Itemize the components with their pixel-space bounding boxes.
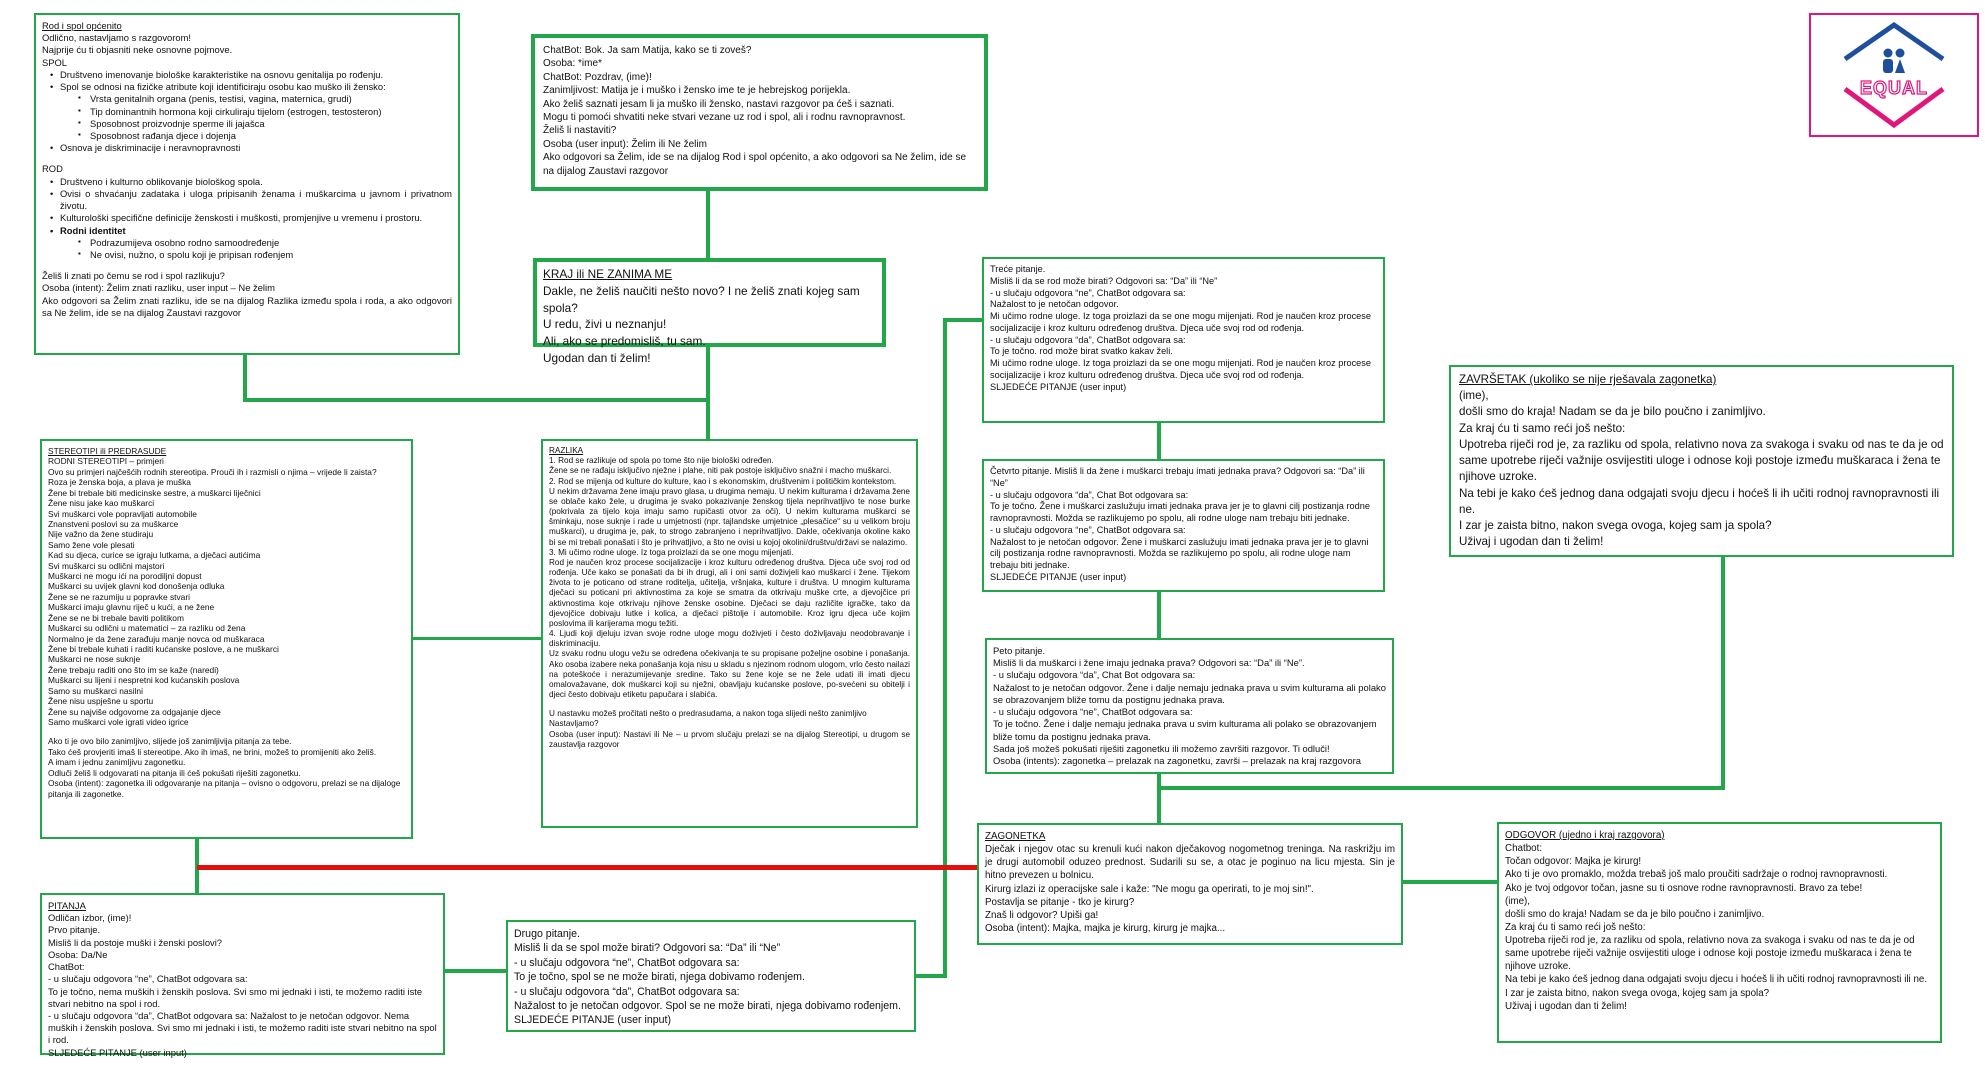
list-item: Žene bi trebale biti medicinske sestre, a muškarci liječnici	[48, 487, 261, 498]
box-title: ODGOVOR (ujedno i kraj razgovora)	[1505, 830, 1665, 841]
text-line: Želiš li nastaviti?	[543, 125, 617, 137]
bullet-item: • Rodni identitet	[42, 225, 452, 237]
list-item: Muškarci ne mogu ići na porodiljni dopust	[48, 571, 202, 582]
list-item: Žene nisu uspješne u sportu	[48, 696, 154, 707]
text-line: Zanimljivost: Matija je i muško i žensko ime te je hebrejskog porijekla.	[543, 85, 851, 97]
list-item: Muškarci ne nose suknje	[48, 654, 141, 665]
text-line: Na tebi je kako ćeš jednog dana odgajati svoju djecu i hoćeš li ih učiti rodnoj ravnopravnosti ili ne.	[1505, 974, 1928, 986]
text-line: Nažalost to je netočan odgovor. Žene i dalje nemaju jednaka prava u svim kulturama ali polako se obrazovanjem bliže tomu da postignu jednaka prava.	[993, 681, 1386, 705]
text-line: Misliš li da postoje muški i ženski poslovi?	[48, 936, 223, 948]
text-line: - u slučaju odgovora “da”, ChatBot odgovara sa:	[514, 985, 740, 998]
text-line: Za kraj ću ti samo reći još nešto:	[1505, 921, 1646, 933]
text-line: Nažalost to je netočan odgovor. Spol se ne može birati, njega dobivamo rođenjem.	[514, 1000, 901, 1013]
text-line: (ime),	[1505, 895, 1531, 907]
connector	[1401, 880, 1497, 884]
box-title: ZAVRŠETAK (ukoliko se nije rješavala zagonetka)	[1459, 373, 1717, 386]
text-line: Odluči želiš li odgovarati na pitanja ili ćeš pokušati riješiti zagonetku.	[48, 767, 301, 778]
cetvrto-pitanje-box	[982, 459, 1385, 592]
connector	[243, 355, 247, 400]
roof-shape	[1845, 25, 1943, 59]
box-title: PITANJA	[48, 900, 86, 911]
text-line: SLJEDEĆE PITANJE (user input)	[990, 571, 1127, 582]
bullet-item: • Društveno i kulturno oblikovanje biološkog spola.	[42, 176, 452, 188]
text-line: SLJEDEĆE PITANJE (user input)	[990, 381, 1127, 392]
text-line: To je točno. Žene i muškarci zaslužuju imati jednaka prava jer je to glavni cilj postizanja rodne ravnopravnosti. Možda se razlikujemo po spolu, ali rodne uloge nam trebaju biti jednake.	[990, 501, 1370, 524]
peto-pitanje-box	[985, 638, 1394, 774]
spacer	[48, 727, 405, 736]
text-line: SLJEDEĆE PITANJE (user input)	[514, 1014, 671, 1027]
text-line: Mogu ti pomoći shvatiti neke stvari vezane uz rod i spol, ali i rodnu ravnopravnost.	[543, 111, 906, 123]
kraj-box	[533, 258, 886, 365]
text-line: Uživaj i ugodan dan ti želim!	[1505, 1000, 1627, 1012]
text-line: ChatBot:	[48, 961, 85, 973]
connector	[943, 318, 947, 978]
list-item: Samo žene vole plesati	[48, 539, 135, 550]
zagonetka-box	[977, 823, 1403, 945]
text-line: Ali, ako se predomisliš, tu sam.	[543, 334, 706, 348]
text-line: Točan odgovor: Majka je kirurg!	[1505, 856, 1642, 868]
text-line: (ime),	[1459, 389, 1489, 403]
drugo-pitanje-box	[506, 920, 916, 1032]
equal-logo	[1809, 13, 1979, 137]
text-line: Znaš li odgovor? Upiši ga!	[985, 909, 1099, 921]
text-line: Osoba: *ime*	[543, 58, 602, 70]
list-item: Svi muškarci vole popravljati automobile	[48, 508, 197, 519]
text-line: ChatBot: Pozdrav, (ime)!	[543, 71, 652, 83]
text-line: U nekim državama žene imaju pravo glasa, u drugima nemaju. U nekim kulturama i državama žene se oblače kako žele, u drugima je svako pokazivanje ženskog tijela neprihvatljivo te nose burke (pokrivala za tijelo koja imaju samo rupičasti otvor za oči). U nekim kulturama muškarci se šminkaju, nose suknje i rade u umjetnosti (npr. tajlandske umjetnice „plesačice“ su u velikom broju muškarci), u drugima je, pak, to strogo zabranjeno i neprihvatljivo. Dakle, očekivanja okoline kako bi se mi trebali ponašati i što je prihvatljivo, a što ne ovisi u kojoj okolini/društvu/državi se nalazimo.	[549, 486, 910, 547]
text-line: Drugo pitanje.	[514, 928, 580, 940]
text-line: Tako ćeš provjeriti imaš li stereotipe. Ako ih imaš, ne brini, možeš to promijeniti ako želiš.	[48, 746, 377, 757]
text-line: - u slučaju odgovora “ne”, ChatBot odgovara sa:	[993, 706, 1193, 718]
zavrsetak-box	[1449, 365, 1954, 557]
connector	[444, 969, 508, 973]
text-line: - u slučaju odgovora “ne”, ChatBot odgovara sa:	[514, 956, 740, 969]
connector	[706, 400, 710, 440]
bullet-item: • Osnova je diskriminacije i neravnopravnosti	[42, 142, 452, 154]
connector	[243, 398, 709, 402]
text-line: SPOL	[42, 56, 68, 68]
sub-bullet-item: ▪ Ne ovisi, nužno, o spolu koji je pripisan rođenjem	[42, 249, 452, 261]
text-line: - u slučaju odgovora “da”, ChatBot odgovara sa: Nažalost to je netočan odgovor. Nema muških i ženskih poslova. Svi smo mi jednaki i isti, te možemo raditi iste stvari nebitno na spol i rod.	[48, 1009, 437, 1046]
box-title: ZAGONETKA	[985, 831, 1046, 842]
list-item: Roza je ženska boja, a plava je muška	[48, 477, 191, 488]
sub-bullet-item: ▪ Podrazumijeva osobno rodno samoodređenje	[42, 237, 452, 249]
list-item: Muškarci su uvijek glavni kod donošenja odluka	[48, 581, 225, 592]
text-line: Na tebi je kako ćeš jednog dana odgajati svoju djecu i hoćeš li ih učiti rodnoj ravnopravnosti ili ne.	[1459, 486, 1940, 516]
red-connector	[197, 865, 977, 870]
list-item: Žene se ne razumiju u popravke stvari	[48, 591, 190, 602]
trece-pitanje-box	[982, 257, 1385, 423]
text-line: Ako je tvoj odgovor točan, jasne su ti osnove rodne ravnopravnosti. Bravo za tebe!	[1505, 882, 1863, 894]
text-line: 4. Ljudi koji djeluju izvan svoje rodne uloge mogu doživjeti i često doživljavaju neodobravanje i diskriminaciju.	[549, 629, 910, 649]
text-line: Upotreba riječi rod je, za razliku od spola, relativno nova za svakoga i svaku od nas te da je od same upotrebe riječi važnije osvijestiti uloge i odnose koji postoje između muškaraca i žena te njihove uzroke.	[1505, 935, 1915, 973]
text-line: - u slučaju odgovora “ne”, ChatBot odgovara sa:	[990, 287, 1186, 298]
text-line: Ako odgovori sa Želim znati razliku, ide se na dijalog Razlika između spola i roda, a ako odgovori sa Ne želim, ide se na dijalog Zaustavi razgovor	[42, 294, 452, 318]
connector	[1157, 786, 1725, 790]
text-line: Osoba (intent): Majka, majka je kirurg, kirurg je majka...	[985, 922, 1226, 934]
person-body	[1895, 59, 1905, 73]
spacer	[42, 154, 452, 163]
text-line: Osoba (intent): Želim znati razliku, user input – Ne želim	[42, 282, 275, 294]
sub-bullet-item: ▪ Vrsta genitalnih organa (penis, testisi, vagina, maternica, grudi)	[42, 93, 452, 105]
text-line: Uživaj i ugodan dan ti želim!	[1459, 535, 1604, 549]
text-line: Misliš li da se rod može birati? Odgovori sa: “Da” ili “Ne”	[990, 275, 1218, 286]
list-item: Samo su muškarci nasilni	[48, 685, 143, 696]
text-line: To je točno, nema muških i ženskih poslova. Svi smo mi jednaki i isti, te možemo raditi iste stvari nebitno na spol i rod.	[48, 985, 423, 1009]
text-line: Ovo su primjeri najčešćih rodnih stereotipa. Prouči ih i razmisli o njima – vrijede li zaista?	[48, 466, 377, 477]
box-title: Rod i spol općenito	[42, 20, 122, 31]
list-item: Svi muškarci su odlični majstori	[48, 560, 165, 571]
list-item: Muškarci imaju glavnu riječ u kući, a ne žene	[48, 602, 215, 613]
text-line: I zar je zaista bitno, nakon svega ovoga, kojeg sam ja spola?	[1505, 987, 1770, 999]
text-line: Najprije ću ti objasniti neke osnovne pojmove.	[42, 44, 233, 56]
bullet-item: • Kulturološki specifične definicije ženskosti i muškosti, promjenjive u vremenu i prostoru.	[42, 212, 452, 224]
text-line: 2. Rod se mijenja od kulture do kulture, kao i s ekonomskim, društvenim i političkim kontekstom.	[549, 476, 897, 486]
box-title: STEREOTIPI ili PREDRASUDE	[48, 446, 167, 456]
text-line: Ako želiš saznati jesam li ja muško ili žensko, nastavi razgovor pa ćeš i saznati.	[543, 98, 895, 110]
text-line: Ugodan dan ti želim!	[543, 350, 651, 365]
text-line: 1. Rod se razlikuje od spola po tome što nije biološki određen.	[549, 456, 774, 466]
sub-bullet-item: ▪ Sposobnost proizvodnje sperme ili jajašca	[42, 118, 452, 130]
logo-text: EQUAL	[1860, 78, 1928, 98]
spacer	[42, 261, 452, 270]
text-line: Rod je naučen kroz procese socijalizacije i kroz kulturu određenog društva. Djeca uče svoj rod od rođenja. Uče kako se ponašati da bi ih drugi, ali i oni sami doživjeli kao muškarci i žene. Tijekom života to je poticano od strane roditelja, učitelja, vršnjaka, kulture i društva. U mnogim kulturama dječaci su poticani pri aktivnostima za koje se smatra da otkrivaju muške crte, a djevojčice pri aktivnostima koje otkrivaju njihove ženske osobine. Dječaci se daju različite igračke, tako da djevojčice dobivaju lutke i kolica, a dječaci pištolje i automobile. Kroz igru djeca uče kojim poslovima ili karijerama mogu težiti.	[549, 557, 910, 628]
connector	[915, 974, 947, 978]
list-item: Žene trebaju raditi ono što im se kaže (naredi)	[48, 664, 219, 675]
text-line: To je točno. Žene i dalje nemaju jednaka prava u svim kulturama ali polako se obrazovanjem bliže tomu da postignu jednaka prava.	[993, 718, 1377, 742]
list-item: Žene se ne bi trebale baviti politikom	[48, 612, 184, 623]
box-title: KRAJ ili NE ZANIMA ME	[543, 267, 673, 281]
bullet-item: • Spol se odnosi na fizičke atribute koji identificiraju osobu kao muško ili žensko:	[42, 81, 452, 93]
text-line: RODNI STEREOTIPI – primjeri	[48, 456, 164, 467]
text-line: - u slučaju odgovora “ne”, ChatBot odgovara sa:	[48, 973, 248, 985]
text-line: Žene se ne rađaju isključivo nježne i plahe, niti pak postoje isključivo snažni i macho muškarci.	[549, 466, 892, 476]
text-line: Osoba (intents): zagonetka – prelazak na zagonetku, završi – prelazak na kraj razgovora	[993, 754, 1361, 766]
connector	[1721, 555, 1725, 789]
list-item: Muškarci su odlični u matematici – za razliku od žena	[48, 623, 246, 634]
list-item: Muškarci su lijeni i nespretni kod kućanskih poslova	[48, 675, 240, 686]
rod-spol-box	[34, 13, 460, 355]
text-line: U nastavku možeš pročitati nešto o predrasudama, a nakon toga slijedi nešto zanimljivo	[549, 709, 867, 719]
text-line: - u slučaju odgovora “da”, Chat Bot odgovara sa:	[993, 669, 1196, 681]
text-line: SLJEDEĆE PITANJE (user input)	[48, 1046, 187, 1058]
text-line: Peto pitanje.	[993, 645, 1046, 656]
text-line: Mi učimo rodne uloge. Iz toga proizlazi da se one mogu mijenjati. Rod je naučen kroz procese socijalizacije i kroz kulturu određenog društva. Djeca uče svoj rod od rođenja.	[990, 311, 1371, 333]
text-line: Chatbot:	[1505, 843, 1543, 855]
text-line: Osoba (user input): Nastavi ili Ne – u prvom slučaju prelazi se na dijalog Stereotipi, u drugom se zaustavlja razgovor	[549, 729, 910, 749]
text-line: došli smo do kraja! Nadam se da je bilo poučno i zanimljivo.	[1459, 405, 1766, 419]
text-line: To je točno, spol se ne može birati, njega dobivamo rođenjem.	[514, 971, 805, 984]
text-line: 3. Mi učimo rodne uloge. Iz toga proizlazi da se one mogu mijenjati.	[549, 547, 794, 557]
text-line: Misliš li da muškarci i žene imaju jednaka prava? Odgovori sa: “Da” ili “Ne”.	[993, 657, 1305, 669]
connector	[1157, 591, 1161, 639]
person-head	[1884, 49, 1893, 58]
razlika-box	[541, 439, 918, 828]
text-line: - u slučaju odgovora “ne”, ChatBot odgovara sa:	[990, 524, 1186, 535]
list-item: Samo muškarci vole igrati video igrice	[48, 716, 189, 727]
text-line: Uz svaku rodnu ulogu vežu se određena očekivanja te su propisane poželjne osobine i ponašanja. Ako osoba izabere neka ponašanja koja nisu u skladu s njezinom rodnom ulogom, vrlo često nailazi na poteškoće i nerazumijevanje sredine. Tako su žene koje se ne žele udati ili imati djecu omalovažavane, dok muškarci koji su nježni, obavljaju kućanske poslove, po-svećeni su obitelji i djeci često dobivaju etiketu papučara i slabića.	[549, 649, 910, 700]
text-line: Misliš li da se spol može birati? Odgovori sa: “Da” ili “Ne”	[514, 942, 781, 955]
text-line: Nastavljamo?	[549, 719, 599, 729]
chatbot-intro-box	[531, 34, 988, 191]
connector	[1157, 773, 1161, 823]
text-line: Treće pitanje.	[990, 264, 1046, 274]
list-item: Znanstveni poslovi su za muškarce	[48, 518, 179, 529]
connector	[706, 190, 710, 260]
text-line: Ako ti je ovo promaklo, možda trebaš još malo proučiti sadržaje o rodnoj ravnopravnosti.	[1505, 869, 1888, 881]
text-line: Nažalost to je netočan odgovor.	[990, 299, 1119, 310]
text-line: A imam i jednu zanimljivu zagonetku.	[48, 757, 186, 768]
text-line: Za kraj ću ti samo reći još nešto:	[1459, 421, 1626, 435]
bullet-item: • Ovisi o shvaćanju zadataka i uloga pripisanih ženama i muškarcima u javnom i privatnom životu.	[42, 188, 452, 212]
person-body	[1883, 59, 1893, 73]
list-item: Normalno je da žene zarađuju manje novca od muškaraca	[48, 633, 265, 644]
text-line: Dječak i njegov otac su krenuli kući nakon dječakovog nogometnog treninga. Na raskrižju im je drugi automobil oduzeo prednost. Sudarili su se, a otac je poginuo na licu mjesta. Sin je hitno prevezen u bolnicu.	[985, 844, 1395, 882]
text-line: Ako odgovori sa Želim, ide se na dijalog Rod i spol općenito, a ako odgovori sa Ne želim, ide se na dijalog Zaustavi razgovor	[543, 152, 967, 177]
text-line: Želiš li znati po čemu se rod i spol razlikuju?	[42, 270, 225, 282]
text-line: Dakle, ne želiš naučiti nešto novo? I ne želiš znati kojeg sam spola?	[543, 283, 860, 315]
text-line: Prvo pitanje.	[48, 924, 101, 936]
list-item: Žene nisu jake kao muškarci	[48, 498, 155, 509]
list-item: Kad su djeca, curice se igraju lutkama, a dječaci autićima	[48, 550, 261, 561]
text-line: Osoba (intent): zagonetka ili odgovaranje na pitanja – ovisno o odgovoru, prelazi se na dijaloge pitanja ili zagonetke.	[48, 778, 401, 799]
text-line: Osoba: Da/Ne	[48, 948, 108, 960]
text-line: ChatBot: Bok. Ja sam Matija, kako se ti zoveš?	[543, 45, 752, 56]
text-line: došli smo do kraja! Nadam se da je bilo poučno i zanimljivo.	[1505, 908, 1765, 920]
odgovor-box	[1497, 822, 1942, 1043]
connector	[1157, 422, 1161, 460]
text-line: Mi učimo rodne uloge. Iz toga proizlazi da se one mogu mijenjati. Rod je naučen kroz procese socijalizacije i kroz kulturu određenog društva. Djeca uče svoj rod od rođenja.	[990, 358, 1371, 380]
list-item: Nije važno da žene studiraju	[48, 529, 154, 540]
text-line: Nažalost to je netočan odgovor. Žene i muškarci zaslužuju imati jednaka prava jer je to glavni cilj postizanja rodne ravnopravnosti. Možda se razlikujemo po spolu, ali rodne uloge nam trebaju biti jednake.	[990, 536, 1369, 571]
text-line: - u slučaju odgovora “da”, Chat Bot odgovara sa:	[990, 489, 1189, 500]
person-head	[1896, 49, 1905, 58]
list-item: Žene bi trebale kuhati i raditi kućanske poslove, a ne muškarci	[48, 644, 279, 655]
equal-logo-icon	[1811, 15, 1977, 135]
text-line: Četvrto pitanje. Misliš li da žene i muškarci trebaju imati jednaka prava? Odgovori sa: “Da” ili “Ne”	[990, 466, 1365, 488]
text-line: Kirurg izlazi iz operacijske sale i kaže: "Ne mogu ga operirati, to je moj sin!".	[985, 883, 1314, 895]
box-title: RAZLIKA	[549, 446, 584, 455]
text-line: Osoba (user input): Želim ili Ne želim	[543, 138, 707, 150]
text-line: Upotreba riječi rod je, za razliku od spola, relativno nova za svakoga i svaku od nas te da je od same upotrebe riječi važnije osvijestiti uloge i odnose koji postoje između muškaraca i žena te njihove uzroke.	[1459, 437, 1944, 484]
connector	[412, 637, 542, 640]
pitanja-box	[40, 893, 445, 1058]
text-line: Sada još možeš pokušati riješiti zagonetku ili možemo završiti razgovor. Ti odluči!	[993, 742, 1330, 754]
text-line: Odličan izbor, (ime)!	[48, 912, 132, 924]
text-line: - u slučaju odgovora “da”, ChatBot odgovara sa:	[990, 334, 1186, 345]
text-line: U redu, živi u neznanju!	[543, 317, 667, 332]
sub-bullet-item: ▪ Sposobnost rađanja djece i dojenja	[42, 130, 452, 142]
text-line: ROD	[42, 163, 63, 175]
sub-bullet-item: ▪ Tip dominantnih hormona koji cirkuliraju tijelom (estrogen, testosteron)	[42, 106, 452, 118]
spacer	[549, 700, 910, 709]
text-line: I zar je zaista bitno, nakon svega ovoga, kojeg sam ja spola?	[1459, 518, 1772, 532]
stereotipi-box	[40, 439, 413, 839]
text-line: To je točno. rod može birat svatko kakav želi.	[990, 346, 1173, 357]
text-line: Ako ti je ovo bilo zanimljivo, slijede još zanimljivija pitanja za tebe.	[48, 736, 292, 747]
list-item: Žene su najviše odgovorne za odgajanje djece	[48, 706, 221, 717]
connector	[943, 318, 983, 322]
bullet-item: • Društveno imenovanje biološke karakteristike na osnovu genitalija po rođenju.	[42, 69, 452, 81]
text-line: Odlično, nastavljamo s razgovorom!	[42, 32, 192, 44]
text-line: Postavlja se pitanje - tko je kirurg?	[985, 896, 1135, 908]
